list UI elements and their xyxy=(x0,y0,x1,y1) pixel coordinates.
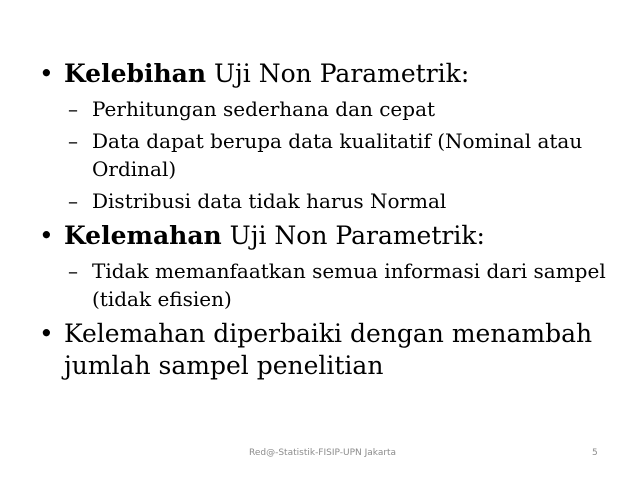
bullet-icon: • xyxy=(39,59,54,88)
bullet-bold-term: Kelemahan xyxy=(64,221,222,250)
bullet-kelemahan xyxy=(40,220,610,252)
sub-item-text: Perhitungan sederhana dan cepat xyxy=(92,97,436,121)
bullet-text: Uji Non Parametrik: xyxy=(221,221,485,250)
bullet-text: Kelemahan diperbaiki dengan menambah jumlah sampel penelitian xyxy=(64,319,593,380)
sub-item xyxy=(40,257,610,313)
sub-item xyxy=(40,95,610,123)
sub-item xyxy=(40,187,610,215)
dash-icon: – xyxy=(68,129,78,153)
dash-icon: – xyxy=(68,259,78,283)
bullet-icon: • xyxy=(39,319,54,348)
bullet-text: Uji Non Parametrik: xyxy=(206,59,470,88)
sub-list-kelemahan xyxy=(40,257,610,313)
page-number: 5 xyxy=(592,448,598,458)
bullet-bold-term: Kelebihan xyxy=(64,59,207,88)
bullet-perbaikan xyxy=(40,318,610,382)
sub-list-kelebihan xyxy=(40,95,610,215)
sub-item xyxy=(40,127,610,183)
bullet-icon: • xyxy=(39,221,54,250)
footer-text: Red@-Statistik-FISIP-UPN Jakarta xyxy=(249,448,397,458)
sub-item-text: Distribusi data tidak harus Normal xyxy=(92,189,447,213)
slide-body xyxy=(40,58,610,387)
bullet-kelebihan xyxy=(40,58,610,90)
sub-item-text: Tidak memanfaatkan semua informasi dari sampel (tidak efisien) xyxy=(92,259,606,311)
sub-item-text: Data dapat berupa data kualitatif (Nominal atau Ordinal) xyxy=(92,129,583,181)
dash-icon: – xyxy=(68,97,78,121)
dash-icon: – xyxy=(68,189,78,213)
